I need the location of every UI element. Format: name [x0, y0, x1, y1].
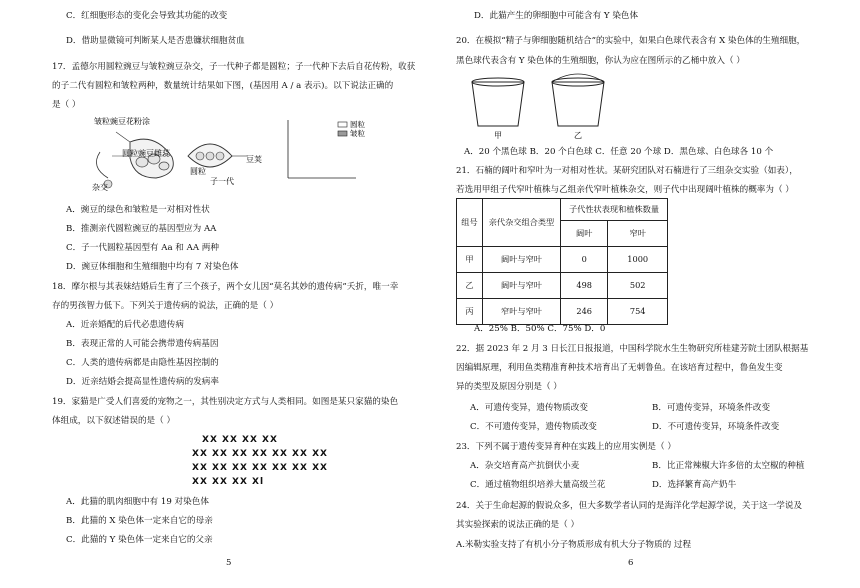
legend-wrinkled: 皱粒 [350, 129, 365, 138]
bucket-b [552, 74, 604, 126]
label-round-pistil: 圆粒豌豆雌蕊 [122, 149, 170, 158]
bucket-b-label: 乙 [574, 131, 582, 140]
q23-option-b: B．比正常辣椒大许多倍的太空椒的种植 [652, 461, 805, 471]
label-f1: 子一代 [210, 177, 234, 186]
cell-narrow: 754 [608, 299, 668, 325]
cell-wide: 246 [561, 299, 608, 325]
th-group: 组号 [457, 199, 483, 247]
q21-table [456, 198, 668, 325]
cell-group: 丙 [457, 299, 483, 325]
legend-round: 圆粒 [350, 120, 365, 129]
cell-group: 乙 [457, 273, 483, 299]
q21-options: A．25% B．50% C．75% D．0 [474, 324, 606, 334]
q19-option-a: A．此猫的肌肉细胞中有 19 对染色体 [66, 497, 209, 507]
karyotype-row-4: XX XX XX Xl [192, 477, 265, 487]
q16-option-c: C．红细胞形态的变化会导致其功能的改变 [66, 11, 228, 21]
cell-narrow: 502 [608, 273, 668, 299]
legend-swatch-wrinkled [338, 131, 347, 136]
q17-option-a: A．豌豆的绿色和皱粒是一对相对性状 [66, 205, 210, 215]
th-narrow: 窄叶 [608, 221, 668, 247]
q18-text-1: 18．摩尔根与其表妹结婚后生育了三个孩子，两个女儿因“莫名其妙的遗传病”夭折，唯一幸 [52, 282, 399, 292]
q19-option-c: C．此猫的 Y 染色体一定来自它的父亲 [66, 535, 213, 545]
legend-swatch-round [338, 122, 347, 127]
cell-narrow: 1000 [608, 247, 668, 273]
table-row [457, 273, 668, 299]
q17-text-1: 17．孟德尔用圆粒豌豆与皱粒豌豆杂交，子一代种子都是圆粒；子一代种下去后自花传粉，收获 [52, 62, 416, 72]
q20-options: A．20 个黑色球 B．20 个白色球 C．任意 20 个球 D．黑色球、白色球各 10 个 [464, 147, 774, 157]
q18-text-2: 存的男孩智力低下。下列关于遗传病的说法，正确的是（ ） [52, 301, 279, 311]
q17-option-d: D．豌豆体细胞和生殖细胞中均有 7 对染色体 [66, 262, 239, 272]
q18-option-d: D．近亲结婚会提高显性遗传病的发病率 [66, 377, 219, 387]
karyotype-row-1: XX XX XX XX [202, 435, 278, 445]
q18-option-c: C．人类的遗传病都是由隐性基因控制的 [66, 358, 219, 368]
karyotype-row-2: XX XX XX XX XX XX XX [192, 449, 328, 459]
th-cross: 亲代杂交组合类型 [483, 199, 561, 247]
q17-option-c: C．子一代圆粒基因型有 Aa 和 AA 两种 [66, 243, 219, 253]
cell-cross: 窄叶与窄叶 [483, 299, 561, 325]
karyotype-row-3: XX XX XX XX XX XX XX [192, 463, 328, 473]
th-offspring: 子代性状表现和植株数量 [561, 199, 668, 221]
q23-option-c: C．通过植物组织培养大量高级兰花 [470, 480, 606, 490]
q20-buckets-figure [466, 72, 616, 142]
label-cross: 杂交 [92, 183, 108, 192]
cell-wide: 0 [561, 247, 608, 273]
q22-option-a: A．可遗传变异，遗传物质改变 [470, 403, 588, 413]
q22-option-b: B．可遗传变异，环境条件改变 [652, 403, 771, 413]
q23-option-a: A．杂交培育高产抗倒伏小麦 [470, 461, 580, 471]
q19-option-d: D．此猫产生的卵细胞中可能含有 Y 染色体 [474, 11, 639, 21]
q20-text-1: 20．在模拟“精子与卵细胞随机结合”的实验中，如果白色球代表含有 X 染色体的生殖细胞， [456, 36, 806, 46]
bucket-a-label: 甲 [494, 131, 502, 140]
q22-option-d: D．不可遗传变异，环境条件改变 [652, 422, 780, 432]
q23-text: 23．下列不属于遗传变异育种在实践上的应用实例是（ ） [456, 442, 676, 452]
q24-text-1: 24．关于生命起源的假说众多，但大多数学者认同的是海洋化学起源学说，关于这一学说及 [456, 501, 803, 511]
q16-option-d: D．借助显微镜可判断某人是否患镰状细胞贫血 [66, 36, 245, 46]
q21-text-1: 21．石楠的阔叶和窄叶为一对相对性状。某研究团队对石楠进行了三组杂交实验（如表）， [456, 166, 798, 176]
q19-text-1: 19．家猫是广受人们喜爱的宠物之一，其性别决定方式与人类相同。如图是某只家猫的染色 [52, 397, 399, 407]
q22-option-c: C．不可遗传变异，遗传物质改变 [470, 422, 597, 432]
label-pod: 豆荚 [246, 155, 262, 164]
f2-bar-chart [288, 119, 365, 178]
cell-group: 甲 [457, 247, 483, 273]
q21-text-2: 若选用甲组子代窄叶植株与乙组亲代窄叶植株杂交，则子代中出现阔叶植株的概率为（ ） [456, 185, 794, 195]
table-row [457, 247, 668, 273]
q23-option-d: D．选择繁育高产奶牛 [652, 480, 737, 490]
q20-text-2: 黑色球代表含有 Y 染色体的生殖细胞，你认为应在图所示的乙桶中放入（ ） [456, 56, 745, 66]
q17-text-3: 是（ ） [52, 100, 81, 110]
cell-wide: 498 [561, 273, 608, 299]
q17-option-b: B．推测亲代圆粒豌豆的基因型应为 AA [66, 224, 217, 234]
q22-text-3: 异的类型及原因分别是（ ） [456, 382, 562, 392]
th-wide: 阔叶 [561, 221, 608, 247]
q18-option-b: B．表现正常的人可能会携带遗传病基因 [66, 339, 219, 349]
cell-cross: 阔叶与窄叶 [483, 247, 561, 273]
label-wrinkled-pollen: 皱粒豌豆花粉涂 [94, 117, 150, 126]
q17-text-2: 的子二代有圆粒和皱粒两种，数量统计结果如下图，(基因用 A / a 表示)。以下说法正确的 [52, 81, 394, 91]
table-row [457, 299, 668, 325]
cell-cross: 阔叶与窄叶 [483, 273, 561, 299]
q22-text-1: 22．据 2023 年 2 月 3 日长江日报报道，中国科学院水生生物研究所桂建芳院士团队根据基 [456, 344, 809, 354]
page-number-left: 5 [226, 558, 232, 568]
q17-figure [60, 112, 390, 198]
q19-option-b: B．此猫的 X 染色体一定来自它的母亲 [66, 516, 213, 526]
q24-option-a: A.米勒实验支持了有机小分子物质形成有机大分子物质的 过程 [456, 540, 692, 550]
q22-text-2: 因编辑原理，利用鱼类精准育种技术培育出了无刺鲁鱼。在该培育过程中，鲁鱼发生变 [456, 363, 783, 373]
q24-text-2: 其实验探索的说法正确的是（ ） [456, 520, 580, 530]
q19-text-2: 体组成，以下叙述错误的是（ ） [52, 416, 176, 426]
q18-option-a: A．近亲婚配的后代必患遗传病 [66, 320, 184, 330]
label-round-seed: 圆粒 [190, 167, 206, 176]
bucket-a [472, 78, 524, 126]
page-number-right: 6 [628, 558, 634, 568]
